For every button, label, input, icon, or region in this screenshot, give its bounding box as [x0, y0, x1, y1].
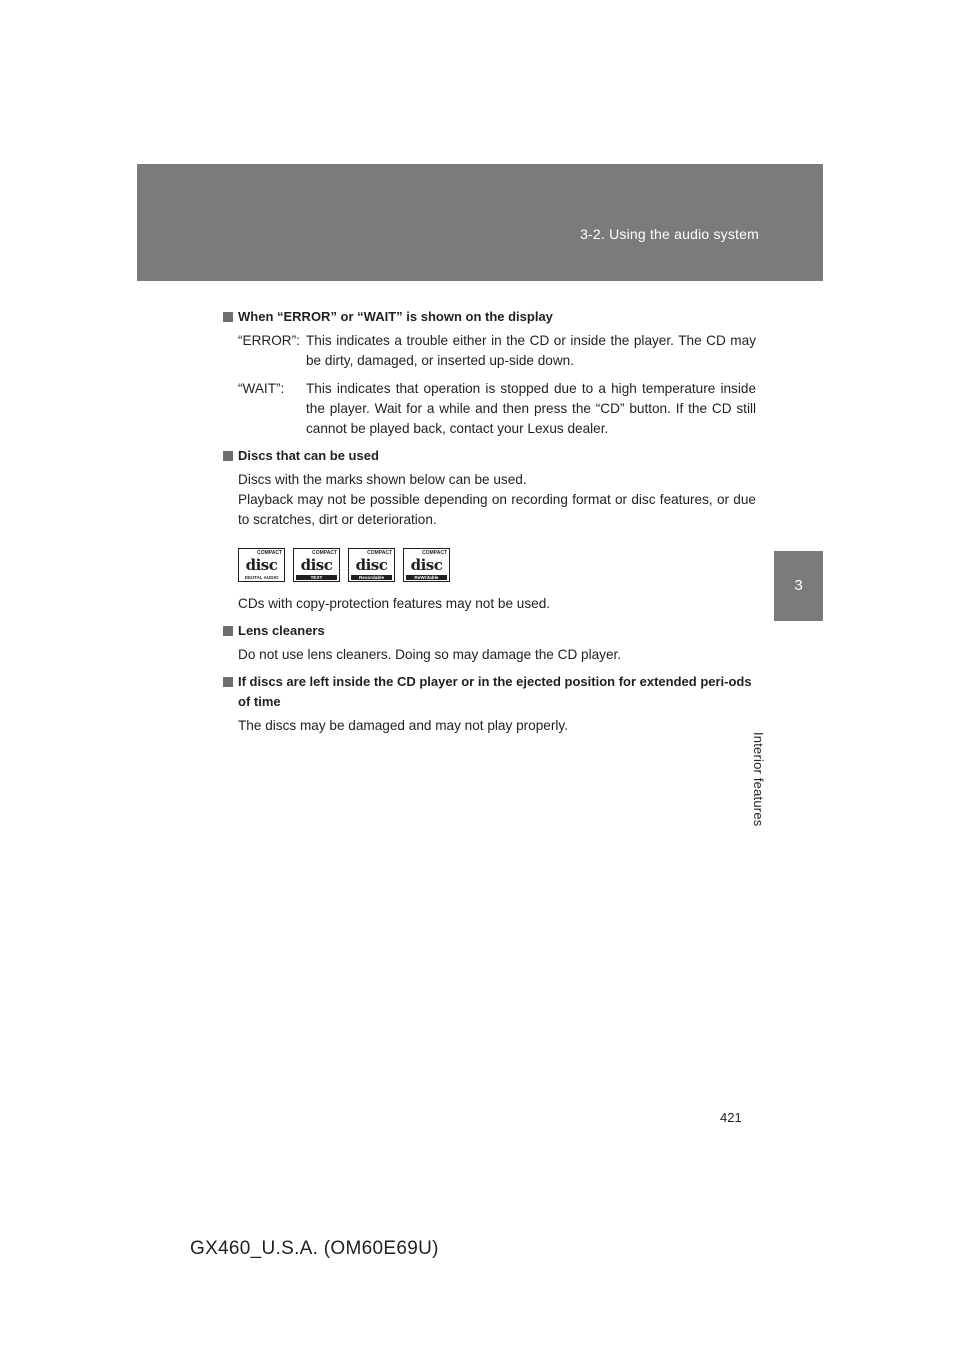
- compact-disc-logo: COMPACT disc DIGITAL AUDIO: [238, 548, 285, 582]
- section-title: 3-2. Using the audio system: [580, 226, 759, 242]
- section-heading: When “ERROR” or “WAIT” is shown on the display: [238, 309, 553, 324]
- chapter-tab: 3: [774, 551, 823, 621]
- section-heading: Discs that can be used: [238, 448, 379, 463]
- section-error-wait: [222, 307, 756, 439]
- description-wait: This indicates that operation is stopped due to a high temperature inside the player. Wait for a while and then press the “CD” button. If the CD still cannot be played back, contact your Lexus dealer.: [306, 381, 756, 436]
- paragraph: Do not use lens cleaners. Doing so may damage the CD player.: [238, 647, 622, 662]
- paragraph: Discs with the marks shown below can be used.: [238, 472, 527, 487]
- page-content: [222, 307, 756, 736]
- chapter-title: Interior features: [751, 732, 766, 827]
- disc-logos: [238, 548, 756, 582]
- section-heading: Lens cleaners: [238, 623, 325, 638]
- page-number: 421: [720, 1110, 742, 1125]
- paragraph: CDs with copy-protection features may not be used.: [238, 596, 551, 611]
- header-band: [137, 164, 823, 281]
- compact-disc-text-logo: COMPACT disc TEXT: [293, 548, 340, 582]
- description-error: This indicates a trouble either in the CD or inside the player. The CD may be dirty, damaged, or inserted up-side down.: [306, 333, 756, 368]
- paragraph: Playback may not be possible depending on recording format or disc features, or due to scratches, dirt or deterioration.: [238, 492, 756, 527]
- section-discs-left-inside: [222, 672, 756, 736]
- square-bullet-icon: [223, 451, 233, 461]
- term-wait: “WAIT”:: [238, 381, 285, 396]
- document-id: GX460_U.S.A. (OM60E69U): [190, 1238, 439, 1259]
- definition-wait: [238, 379, 756, 439]
- section-heading: If discs are left inside the CD player or in the ejected position for extended peri-ods of time: [238, 674, 752, 709]
- section-discs: [222, 446, 756, 614]
- compact-disc-rewritable-logo: COMPACT disc ReWritable: [403, 548, 450, 582]
- square-bullet-icon: [223, 626, 233, 636]
- term-error: “ERROR”:: [238, 333, 300, 348]
- paragraph: The discs may be damaged and may not play properly.: [238, 718, 568, 733]
- square-bullet-icon: [223, 677, 233, 687]
- definition-error: [238, 331, 756, 371]
- section-lens-cleaners: [222, 621, 756, 665]
- compact-disc-recordable-logo: COMPACT disc Recordable: [348, 548, 395, 582]
- square-bullet-icon: [223, 312, 233, 322]
